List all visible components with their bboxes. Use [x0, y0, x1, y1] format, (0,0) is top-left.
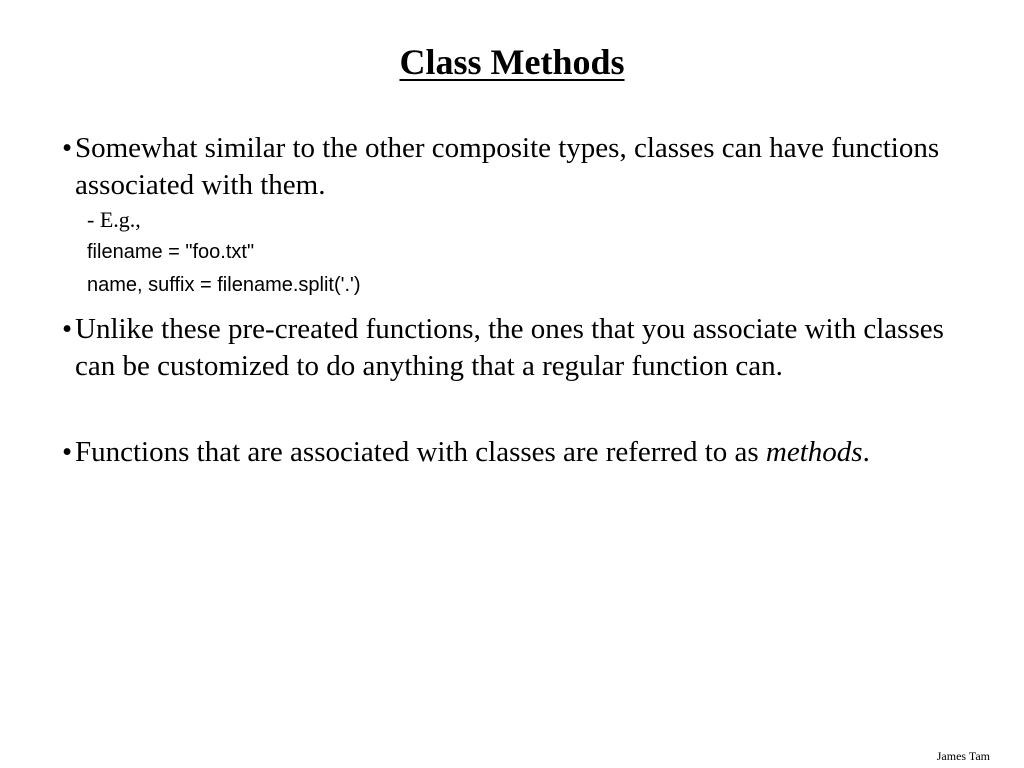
bullet-text: Somewhat similar to the other composite types, classes can have functions associated with them. [75, 132, 940, 201]
slide-title [0, 40, 1024, 84]
code-line-filename: filename = "foo.txt" [87, 241, 255, 263]
sub-item-example [87, 206, 141, 234]
author-footer: James Tam [936, 749, 990, 763]
sub-item-text: E.g., [99, 207, 141, 232]
methods-term: methods [765, 436, 863, 468]
bullet-text: Unlike these pre-created functions, the ones that you associate with classes can be customized to do anything that a regular function can. [75, 313, 944, 382]
bullet-marker: • [62, 313, 73, 345]
bullet-marker: • [62, 436, 73, 468]
bullet-text-before: Functions that are associated with classes are referred to as [75, 436, 766, 468]
bullet-composite-types [62, 130, 975, 204]
code-line-split: name, suffix = filename.split('.') [87, 274, 361, 296]
bullet-marker: • [62, 132, 73, 164]
sub-item-marker: - [87, 207, 95, 232]
slide-title-text: Class Methods [399, 42, 625, 82]
bullet-custom-functions [62, 311, 975, 385]
bullet-text-after: . [862, 436, 870, 468]
bullet-methods-definition [62, 434, 975, 471]
